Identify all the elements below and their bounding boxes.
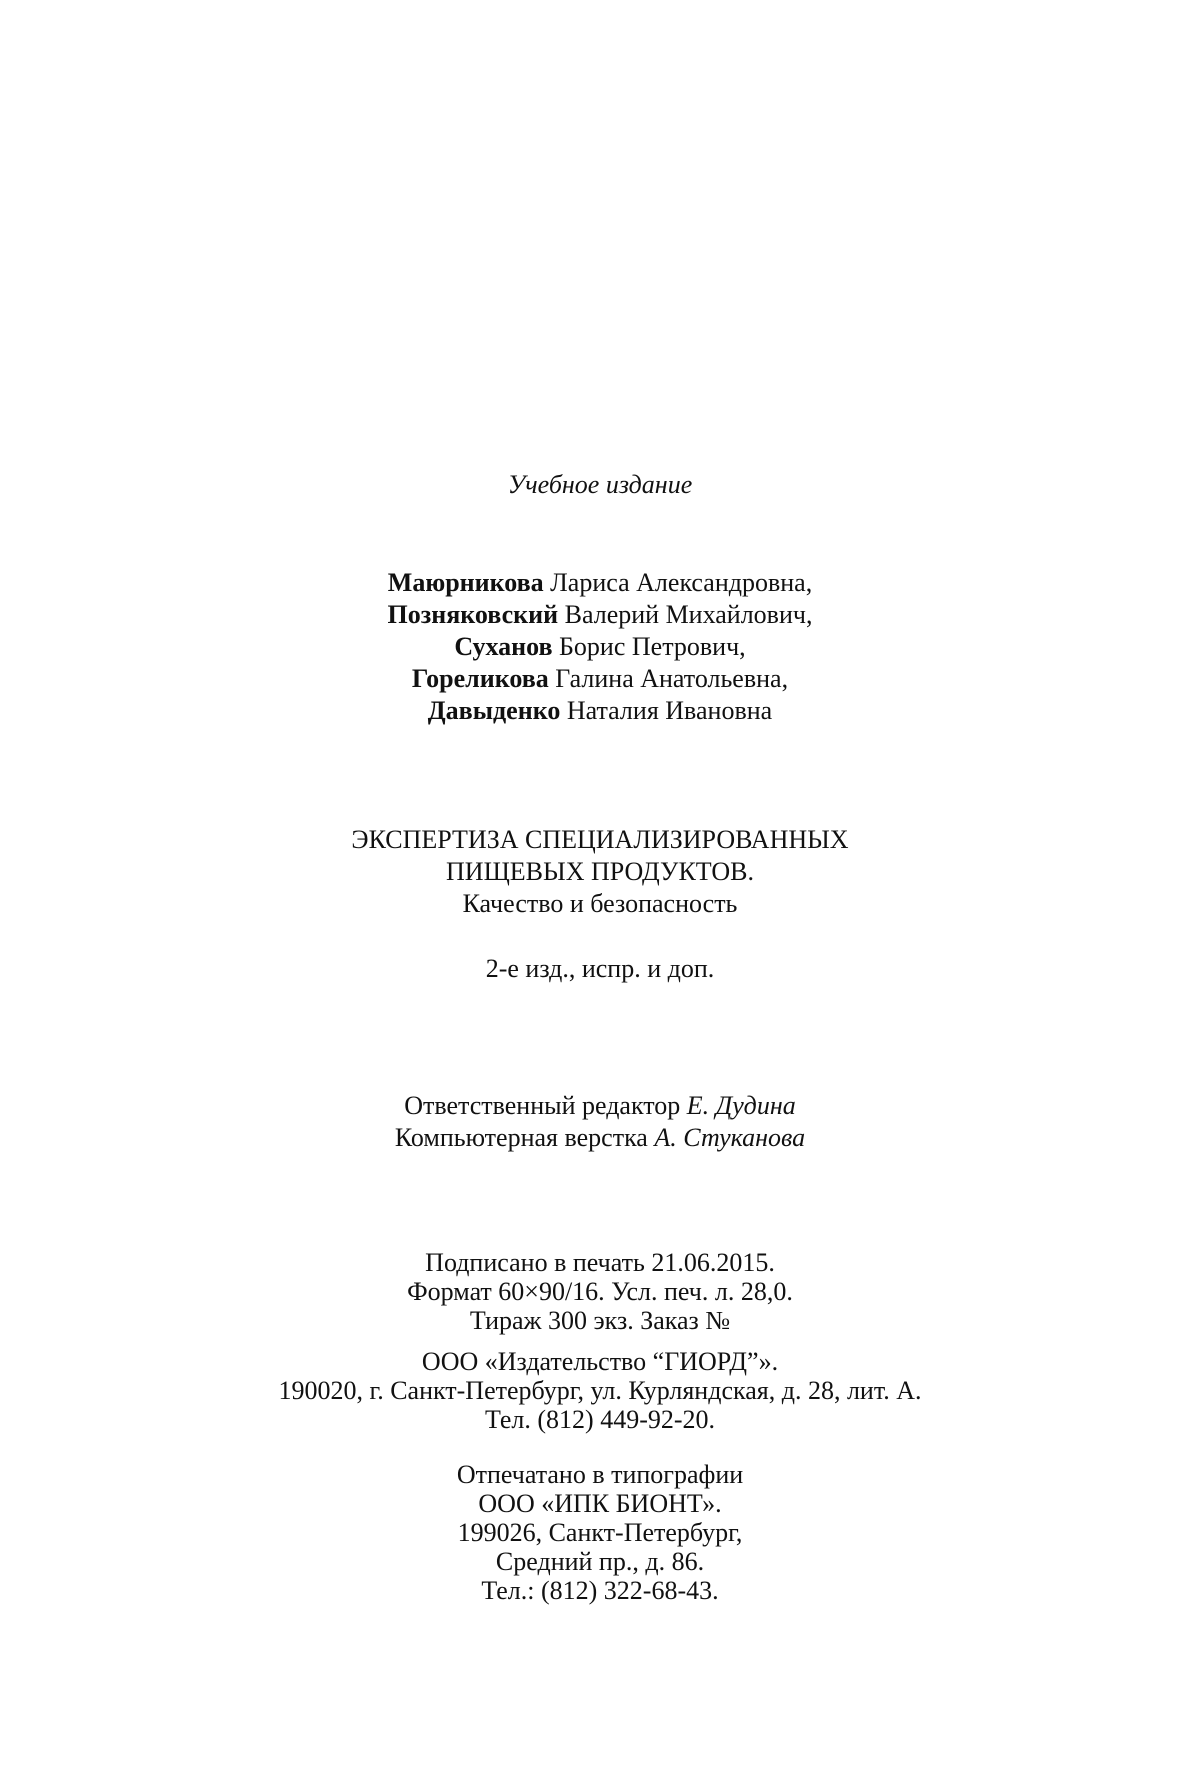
author-given-names: Галина Анатольевна, <box>555 664 789 693</box>
author-line <box>0 567 1200 599</box>
author-surname: Позняковский <box>387 600 559 629</box>
author-surname: Суханов <box>454 632 553 661</box>
publisher-name: ООО «Издательство “ГИОРД”». <box>421 1347 779 1376</box>
printer-name: ООО «ИПК БИОНТ». <box>478 1489 722 1518</box>
edition-text: 2-е изд., испр. и доп. <box>485 954 715 983</box>
title-line-2: ПИЩЕВЫХ ПРОДУКТОВ. <box>446 857 754 886</box>
author-surname: Гореликова <box>411 664 549 693</box>
printer-phone: Тел.: (812) 322-68-43. <box>481 1576 719 1605</box>
print-info <box>0 1248 1200 1335</box>
author-line <box>0 631 1200 663</box>
publisher-info <box>0 1347 1200 1434</box>
editor-label: Ответственный редактор <box>404 1091 681 1120</box>
author-line <box>0 599 1200 631</box>
credits <box>0 1090 1200 1154</box>
author-surname: Маюрникова <box>387 568 544 597</box>
printer-info <box>0 1460 1200 1605</box>
book-subtitle: Качество и безопасность <box>462 889 738 918</box>
editor-name: Е. Дудина <box>686 1091 796 1120</box>
author-given-names: Наталия Ивановна <box>566 696 773 725</box>
title-line-1: ЭКСПЕРТИЗА СПЕЦИАЛИЗИРОВАННЫХ <box>351 825 849 854</box>
layout-label: Компьютерная верстка <box>394 1123 648 1152</box>
signed-to-print: Подписано в печать 21.06.2015. <box>425 1248 775 1277</box>
author-given-names: Лариса Александровна, <box>550 568 813 597</box>
publisher-phone: Тел. (812) 449-92-20. <box>484 1405 716 1434</box>
editor-credit <box>0 1090 1200 1122</box>
authors-list <box>0 567 1200 727</box>
edition-type <box>0 469 1200 501</box>
author-given-names: Валерий Михайлович, <box>564 600 813 629</box>
layout-credit <box>0 1122 1200 1154</box>
book-title <box>0 824 1200 920</box>
author-line <box>0 663 1200 695</box>
author-given-names: Борис Петрович, <box>559 632 746 661</box>
layout-name: А. Стуканова <box>654 1123 806 1152</box>
author-line <box>0 695 1200 727</box>
print-format: Формат 60×90/16. Усл. печ. л. 28,0. <box>407 1277 793 1306</box>
edition-type-text: Учебное издание <box>507 470 693 499</box>
printer-address-1: 199026, Санкт-Петербург, <box>457 1518 743 1547</box>
publisher-address: 190020, г. Санкт-Петербург, ул. Курляндская, д. 28, лит. А. <box>278 1376 922 1405</box>
printer-intro: Отпечатано в типографии <box>456 1460 744 1489</box>
author-surname: Давыденко <box>427 696 561 725</box>
print-run: Тираж 300 экз. Заказ № <box>469 1306 731 1335</box>
printer-address-2: Средний пр., д. 86. <box>495 1547 705 1576</box>
edition-info <box>0 953 1200 985</box>
